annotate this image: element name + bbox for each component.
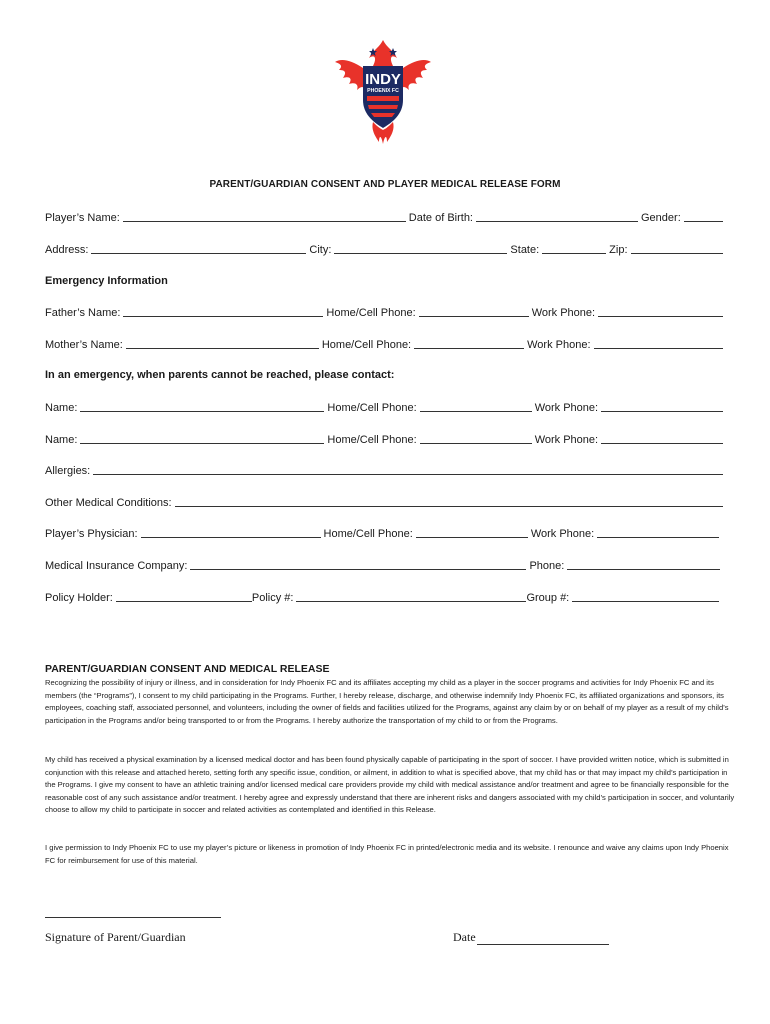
physician-home-phone-label: Home/Cell Phone: bbox=[323, 528, 413, 540]
contact1-row bbox=[45, 401, 723, 414]
father-work-phone-field[interactable] bbox=[598, 306, 723, 317]
dob-field[interactable] bbox=[476, 211, 638, 222]
mother-work-phone-field[interactable] bbox=[594, 338, 723, 349]
release-paragraph-3: I give permission to Indy Phoenix FC to use my player’s picture or likeness in promotion of Indy Phoenix FC in printed/electronic media and its website. I renounce and waive any claims upon Indy Phoenix FC for reimbursement for use of this material. bbox=[45, 843, 729, 865]
contact2-name-label: Name: bbox=[45, 434, 78, 446]
address-row bbox=[45, 243, 723, 256]
policy-holder-field[interactable] bbox=[116, 591, 252, 602]
contact2-home-phone-label: Home/Cell Phone: bbox=[327, 434, 417, 446]
contact1-work-phone-field[interactable] bbox=[601, 401, 723, 412]
allergies-row bbox=[45, 464, 723, 477]
father-work-phone-label: Work Phone: bbox=[531, 307, 596, 319]
state-field[interactable] bbox=[542, 243, 606, 254]
logo-shield-stripes bbox=[367, 96, 399, 117]
signature-field[interactable] bbox=[45, 917, 221, 918]
other-conditions-row bbox=[45, 496, 723, 509]
father-name-label: Father’s Name: bbox=[45, 307, 121, 319]
contact2-work-phone-field[interactable] bbox=[601, 433, 723, 444]
gender-label: Gender: bbox=[641, 212, 681, 224]
other-conditions-field[interactable] bbox=[175, 496, 723, 507]
date-row bbox=[453, 930, 609, 945]
address-label: Address: bbox=[45, 244, 89, 256]
logo-right-wing bbox=[401, 60, 431, 90]
group-number-field[interactable] bbox=[572, 591, 719, 602]
indy-phoenix-fc-logo bbox=[333, 38, 433, 146]
date-label: Date bbox=[453, 930, 476, 944]
player-name-label: Player’s Name: bbox=[45, 212, 120, 224]
mother-row bbox=[45, 338, 723, 351]
mother-work-phone-label: Work Phone: bbox=[527, 339, 591, 351]
physician-work-phone-field[interactable] bbox=[597, 527, 719, 538]
father-home-phone-label: Home/Cell Phone: bbox=[326, 307, 416, 319]
logo-text-phoenix: PHOENIX FC bbox=[367, 88, 399, 94]
contact1-name-field[interactable] bbox=[80, 401, 324, 412]
policy-row bbox=[45, 591, 719, 604]
allergies-field[interactable] bbox=[93, 464, 723, 475]
release-title: PARENT/GUARDIAN CONSENT AND MEDICAL RELEASE bbox=[45, 663, 330, 675]
father-home-phone-field[interactable] bbox=[419, 306, 529, 317]
policy-holder-label: Policy Holder: bbox=[45, 592, 113, 604]
contact2-work-phone-label: Work Phone: bbox=[534, 434, 599, 446]
physician-field[interactable] bbox=[141, 527, 321, 538]
dob-label: Date of Birth: bbox=[408, 212, 473, 224]
emergency-heading: Emergency Information bbox=[45, 275, 168, 287]
address-field[interactable] bbox=[91, 243, 306, 254]
policy-number-field[interactable] bbox=[296, 591, 526, 602]
form-title: PARENT/GUARDIAN CONSENT AND PLAYER MEDICAL RELEASE FORM bbox=[209, 179, 561, 190]
contact2-name-field[interactable] bbox=[80, 433, 324, 444]
contact2-home-phone-field[interactable] bbox=[420, 433, 532, 444]
physician-label: Player’s Physician: bbox=[45, 528, 138, 540]
insurance-phone-label: Phone: bbox=[529, 560, 565, 572]
contact-heading: In an emergency, when parents cannot be reached, please contact: bbox=[45, 369, 395, 381]
insurance-row bbox=[45, 559, 720, 572]
zip-label: Zip: bbox=[609, 244, 628, 256]
date-field[interactable] bbox=[477, 932, 609, 945]
insurance-field[interactable] bbox=[190, 559, 526, 570]
signature-label: Signature of Parent/Guardian bbox=[45, 930, 186, 944]
mother-home-phone-label: Home/Cell Phone: bbox=[321, 339, 412, 351]
city-field[interactable] bbox=[334, 243, 507, 254]
release-paragraph-2: My child has received a physical examination by a licensed medical doctor and has been found physically capable of participating in the sport of soccer. I have provided written notice, which is submitted in conjunction with this release and attached hereto, setting forth any specific issue, condition, or ailment, in addition to what is specified above, that my child has or that may impact my child’s participation in the Programs. I give my consent to have an athletic training and/or licensed medical care providers provide my child with medical assistance and/or treatment and agree to be financially responsible for the reasonable cost of any such assistance and/or treatment. I hereby agree and expressly understand that there are inherent risks and dangers associated with my child’s participation in soccer, and voluntarily choose to allow my child to participate in soccer and related activities as contemplated and identified in this Release. bbox=[45, 755, 735, 815]
physician-home-phone-field[interactable] bbox=[416, 527, 528, 538]
other-conditions-label: Other Medical Conditions: bbox=[45, 497, 172, 509]
zip-field[interactable] bbox=[631, 243, 723, 254]
player-name-field[interactable] bbox=[123, 211, 406, 222]
logo-left-wing bbox=[335, 60, 365, 90]
logo-text-indy: INDY bbox=[365, 71, 401, 88]
mother-name-field[interactable] bbox=[126, 338, 319, 349]
player-info-row bbox=[45, 211, 723, 224]
mother-home-phone-field[interactable] bbox=[414, 338, 524, 349]
city-label: City: bbox=[309, 244, 332, 256]
state-label: State: bbox=[510, 244, 540, 256]
allergies-label: Allergies: bbox=[45, 465, 91, 477]
insurance-label: Medical Insurance Company: bbox=[45, 560, 188, 572]
physician-row bbox=[45, 527, 719, 540]
group-number-label: Group #: bbox=[526, 592, 570, 604]
contact1-work-phone-label: Work Phone: bbox=[534, 402, 599, 414]
insurance-phone-field[interactable] bbox=[567, 559, 720, 570]
policy-number-label: Policy #: bbox=[251, 592, 294, 604]
father-name-field[interactable] bbox=[123, 306, 323, 317]
gender-field[interactable] bbox=[684, 211, 723, 222]
mother-name-label: Mother’s Name: bbox=[45, 339, 123, 351]
contact2-row bbox=[45, 433, 723, 446]
contact1-home-phone-label: Home/Cell Phone: bbox=[327, 402, 417, 414]
release-paragraph-1: Recognizing the possibility of injury or illness, and in consideration for Indy Phoenix FC and its affiliates accepting my child as a player in the soccer programs and activities for Indy Phoenix FC and its members (the “Programs”), I consent to my child participating in the Programs. Further, I hereby release, discharge, and otherwise indemnify Indy Phoenix FC, its affiliated organizations and sponsors, its employees, coaching staff, associated personnel, and volunteers, including the owner of fields and facilities utilized for the Programs, against any claim by or on behalf of my player as a result of my child’s participation in the Programs and/or being transported to or from the Programs. I hereby authorize the transportation of my child to or from the Programs. bbox=[45, 678, 729, 725]
contact1-home-phone-field[interactable] bbox=[420, 401, 532, 412]
father-row bbox=[45, 306, 723, 319]
physician-work-phone-label: Work Phone: bbox=[530, 528, 595, 540]
contact1-name-label: Name: bbox=[45, 402, 78, 414]
